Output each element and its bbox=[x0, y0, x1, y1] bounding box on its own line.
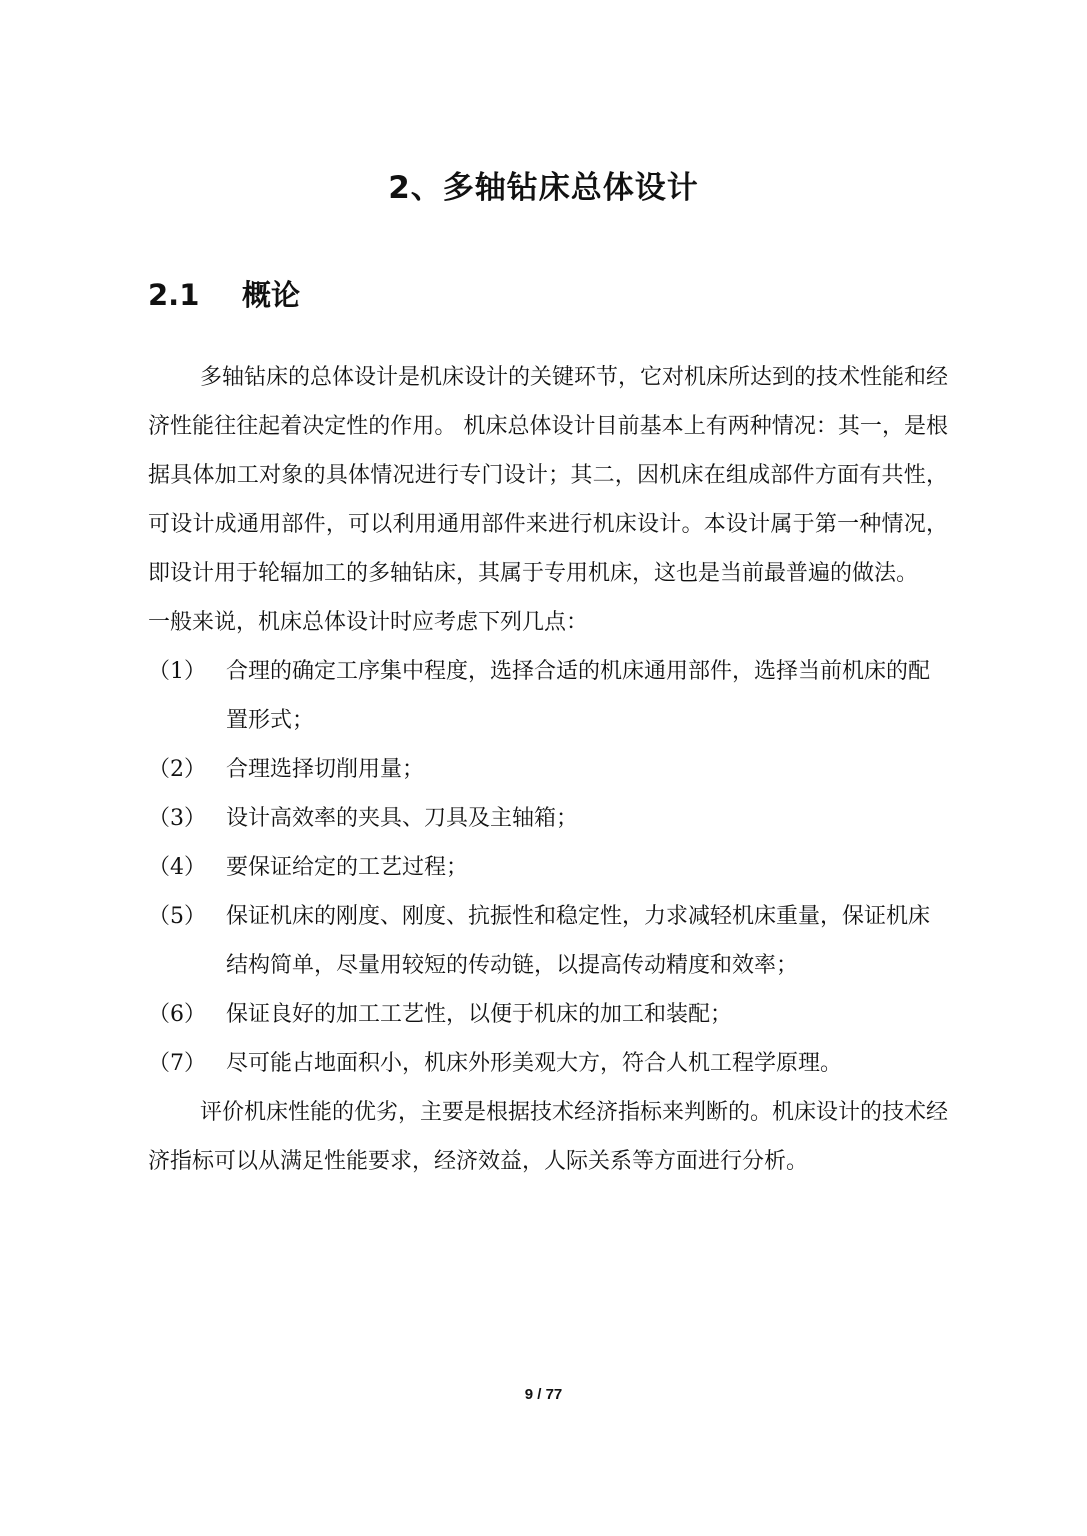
list-item bbox=[148, 990, 948, 1039]
list-item-text: 合理选择切削用量； bbox=[226, 757, 425, 782]
list-marker: （4） bbox=[148, 855, 206, 880]
section-number: 2.1 bbox=[148, 278, 200, 312]
list-item-text: 设计高效率的夹具、刀具及主轴箱； bbox=[226, 806, 579, 831]
section-heading bbox=[148, 275, 300, 315]
list-item bbox=[148, 647, 948, 745]
intro-paragraph: 多轴钻床的总体设计是机床设计的关键环节，它对机床所达到的技术性能和经济性能往往起着决定性的作用。 机床总体设计目前基本上有两种情况：其一，是根据具体加工对象的具体情况进行专门设计；其二，因机床在组成部件方面有共性，可设计成通用部件，可以利用通用部件来进行机床设计。本设计属于第一种情况，即设计用于轮辐加工的多轴钻床，其属于专用机床，这也是当前最普遍的做法。 bbox=[148, 365, 949, 586]
list-marker: （1） bbox=[148, 659, 206, 684]
list-item-text: 保证机床的刚度、刚度、抗振性和稳定性，力求减轻机床重量，保证机床结构简单，尽量用较短的传动链，以提高传动精度和效率； bbox=[226, 904, 931, 978]
list-item-text: 要保证给定的工艺过程； bbox=[226, 855, 469, 880]
list-marker: （5） bbox=[148, 904, 206, 929]
list-marker: （7） bbox=[148, 1051, 206, 1076]
list-item-text: 合理的确定工序集中程度，选择合适的机床通用部件，选择当前机床的配置形式； bbox=[226, 659, 931, 733]
chapter-title: 2、多轴钻床总体设计 bbox=[388, 170, 699, 206]
list-marker: （6） bbox=[148, 1002, 206, 1027]
list-item-text: 保证良好的加工工艺性，以便于机床的加工和装配； bbox=[226, 1002, 733, 1027]
list-marker: （2） bbox=[148, 757, 206, 782]
body-text bbox=[148, 353, 948, 1186]
list-item bbox=[148, 794, 948, 843]
closing-paragraph: 评价机床性能的优劣，主要是根据技术经济指标来判断的。机床设计的技术经济指标可以从满足性能要求，经济效益，人际关系等方面进行分析。 bbox=[148, 1100, 949, 1174]
list-item bbox=[148, 745, 948, 794]
list-item bbox=[148, 892, 948, 990]
list-lead-paragraph: 一般来说，机床总体设计时应考虑下列几点： bbox=[148, 610, 589, 635]
list-item bbox=[148, 843, 948, 892]
list-item-text: 尽可能占地面积小，机床外形美观大方，符合人机工程学原理。 bbox=[226, 1051, 843, 1076]
list-item bbox=[148, 1039, 948, 1088]
section-title: 概论 bbox=[242, 278, 301, 312]
page-number: 9 / 77 bbox=[524, 1386, 563, 1403]
list-marker: （3） bbox=[148, 806, 206, 831]
